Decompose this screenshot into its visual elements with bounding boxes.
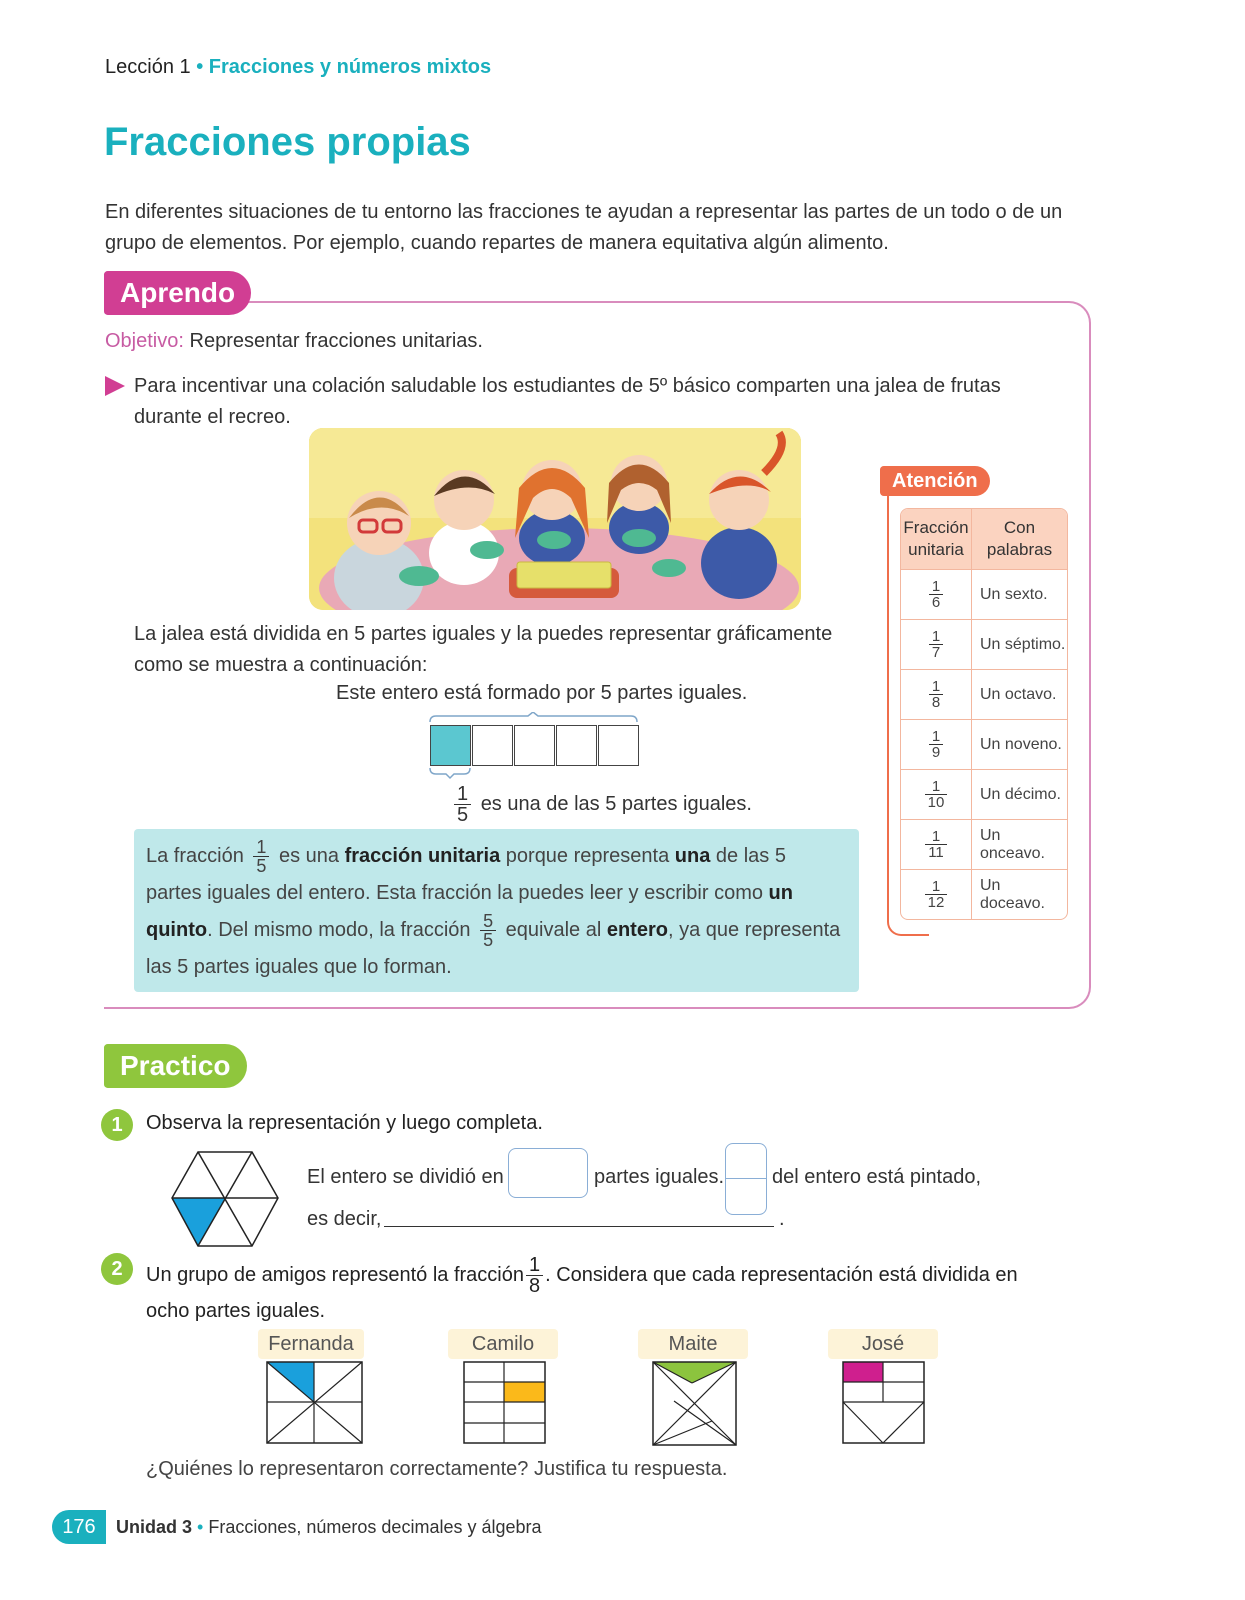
fraction-cell: $\frac{1}{9}$ (901, 720, 972, 770)
table-row (901, 570, 1067, 620)
question-1-text: Observa la representación y luego completa. (146, 1112, 543, 1134)
objective-label: Objetivo: (105, 330, 184, 352)
illustration-svg (309, 428, 801, 610)
intro-paragraph: En diferentes situaciones de tu entorno las fracciones te ayudan a representar las partes de un todo o de un grupo de elementos. Por ejemplo, cuando repartes de manera equitativa algún alimento. (105, 201, 1063, 254)
fraction-bar-cell (598, 725, 639, 766)
atencion-tab: Atención (880, 466, 990, 496)
words-cell: Un doceavo. (980, 876, 1045, 912)
footer-unit: Unidad 3 • Fracciones, números decimales y álgebra (116, 1517, 542, 1537)
fraction-bar-cell (472, 725, 513, 766)
fraction-answer-input[interactable] (725, 1143, 767, 1215)
lesson-topic: Fracciones y números mixtos (208, 56, 492, 78)
words-cell: Un décimo. (972, 770, 1067, 820)
q1-sentence-end: del entero está pintado, (772, 1166, 982, 1188)
name-tag-fernanda: Fernanda (258, 1329, 364, 1359)
page-number: 176 (52, 1510, 106, 1544)
lesson-label: Lección 1 (105, 56, 191, 78)
camilo-square-figure (463, 1361, 547, 1445)
fraction-cell: $\frac{1}{6}$ (901, 570, 972, 620)
fraction-one-fifth: $\frac{1}{5}$ (454, 784, 471, 825)
table-row (901, 870, 1067, 919)
objective-text: Representar fracciones unitarias. (189, 330, 483, 352)
parts-count-input[interactable] (508, 1148, 588, 1198)
child-3 (515, 460, 589, 566)
words-cell: Un onceavo. (972, 820, 1067, 870)
fraction-bar-cell (556, 725, 597, 766)
unit-title: Fracciones, números decimales y álgebra (208, 1517, 542, 1537)
table-body (901, 570, 1067, 919)
hexagon-figure (170, 1150, 280, 1250)
q1-sentence-start: El entero se dividió en (307, 1166, 504, 1188)
fraction-cell: $\frac{1}{7}$ (901, 620, 972, 670)
question-number-1: 1 (101, 1109, 133, 1141)
question-number-2: 2 (101, 1253, 133, 1285)
practico-tab: Practico (104, 1044, 247, 1088)
children-sharing-jelly-illustration (309, 428, 801, 610)
q1-sentence-prompt: es decir, (307, 1208, 382, 1230)
unit-label: Unidad 3 (116, 1517, 193, 1537)
words-cell: Un octavo. (972, 670, 1067, 720)
fraction-one-fifth: $\frac{1}{5}$ (253, 838, 269, 875)
name-tag-camilo: Camilo (448, 1329, 558, 1359)
fraction-bar-cell (514, 725, 555, 766)
context-paragraph: Para incentivar una colación saludable los estudiantes de 5º básico comparten una jalea de frutas durante el recreo. (134, 375, 1001, 428)
part-caption: $\frac{1}{5}$ es una de las 5 partes iguales. (450, 784, 752, 825)
table-header-row (901, 509, 1067, 570)
words-cell: Un séptimo. (972, 620, 1067, 670)
justify-question: ¿Quiénes lo representaron correctamente? Justifica tu respuesta. (146, 1458, 728, 1480)
column-header-words: Con palabras (972, 509, 1067, 570)
jose-square-figure (842, 1361, 926, 1445)
column-header-fraction: Fracción unitaria (901, 509, 972, 570)
question-2-text: Un grupo de amigos representó la fracción $\frac{1}{8}$ . Considera que cada representación está dividida en ocho partes iguales. (146, 1254, 1018, 1322)
page-title: Fracciones propias (104, 120, 471, 164)
fraction-five-fifths: $\frac{5}{5}$ (480, 912, 496, 949)
table-row (901, 820, 1067, 870)
fraction-cell: $\frac{1}{12}$ (901, 870, 972, 919)
answer-line-input[interactable] (384, 1226, 774, 1227)
words-cell: Un sexto. (972, 570, 1067, 620)
fernanda-square-figure (266, 1361, 364, 1445)
fraction-cell: $\frac{1}{8}$ (901, 670, 972, 720)
aprendo-tab: Aprendo (104, 271, 251, 315)
table-row (901, 670, 1067, 720)
info-text: La fracción $\frac{1}{5}$ es una fracción unitaria porque representa una de las 5 partes iguales del entero. Esta fracción la puedes leer y escribir como un quinto. Del mismo modo, la fracción $\frac{5}{5}$ equivale al entero, ya que representa las 5 partes iguales que lo forman. (146, 837, 841, 979)
table-row (901, 770, 1067, 820)
name-tag-maite: Maite (638, 1329, 748, 1359)
breadcrumb: Lección 1 • Fracciones y números mixtos (105, 56, 492, 78)
fraction-answer-bar (725, 1178, 767, 1179)
fraction-cell: $\frac{1}{11}$ (901, 820, 972, 870)
table-row (901, 720, 1067, 770)
q1-sentence-middle: partes iguales. (594, 1166, 725, 1188)
description-paragraph: La jalea está dividida en 5 partes iguales y la puedes representar gráficamente como se muestra a continuación: (134, 623, 833, 676)
table-row (901, 620, 1067, 670)
triangle-bullet-icon (105, 376, 125, 396)
name-tag-jose: José (828, 1329, 938, 1359)
fraction-cell: $\frac{1}{10}$ (901, 770, 972, 820)
maite-square-figure (652, 1361, 738, 1447)
whole-caption: Este entero está formado por 5 partes iguales. (336, 682, 748, 704)
answer-period: . (779, 1208, 785, 1230)
objective (105, 330, 483, 353)
unit-fractions-table (900, 508, 1068, 920)
fraction-one-eighth: $\frac{1}{8}$ (526, 1255, 543, 1296)
words-cell: Un noveno. (972, 720, 1067, 770)
fraction-bar-cell (430, 725, 471, 766)
